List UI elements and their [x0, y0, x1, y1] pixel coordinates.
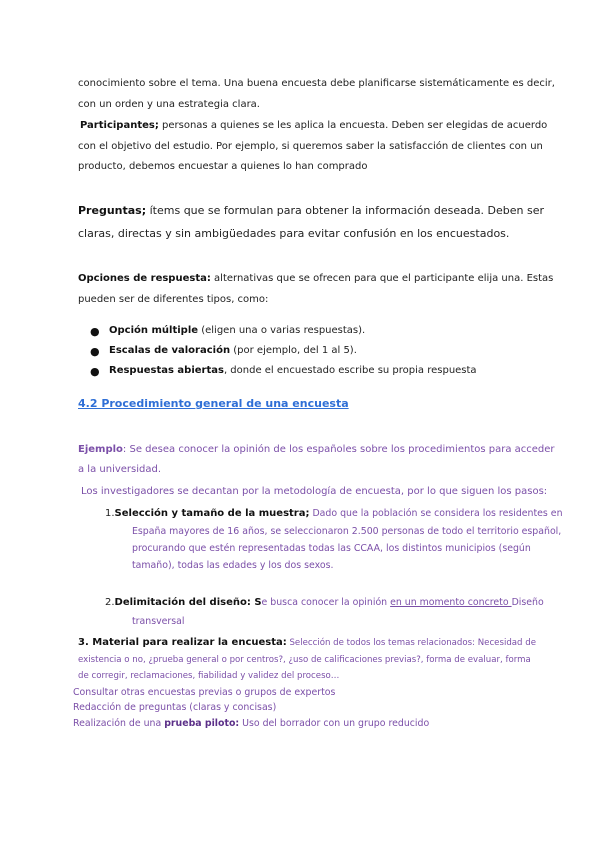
tail-line: Consultar otras encuestas previas o grupos de expertos: [73, 687, 336, 698]
participantes-line: producto, debemos encuestar a quienes lo han comprado: [78, 161, 368, 172]
step1-line: tamaño), todas las edades y los dos sexos.: [132, 560, 334, 571]
list-item: Opción múltiple (eligen una o varias respuestas).: [109, 325, 366, 336]
preguntas-line: claras, directas y sin ambigüedades para evitar confusión en los encuestados.: [78, 227, 510, 240]
list-item: Escalas de valoración (por ejemplo, del 1 al 5).: [109, 345, 357, 356]
preguntas-line: Preguntas; ítems que se formulan para obtener la información deseada. Deben ser: [78, 204, 545, 217]
step2-line: transversal: [132, 616, 185, 627]
step1-line: procurando que estén representadas todas las CCAA, los distintos municipios (según: [132, 543, 531, 554]
bullet-icon: ●: [90, 325, 100, 338]
tail-line: Realización de una prueba piloto: Uso del borrador con un grupo reducido: [73, 718, 430, 729]
ejemplo-label: Ejemplo: [78, 444, 123, 455]
preguntas-label: Preguntas;: [78, 204, 147, 217]
bullet-icon: ●: [90, 365, 100, 378]
participantes-line: Participantes; personas a quienes se les aplica la encuesta. Deben ser elegidas de acuerdo: [80, 120, 548, 131]
step1-line: 1.Selección y tamaño de la muestra; Dado que la población se considera los residentes en: [105, 508, 563, 519]
bullet-icon: ●: [90, 345, 100, 358]
paragraph-line: conocimiento sobre el tema. Una buena encuesta debe planificarse sistemáticamente es decir,: [78, 78, 555, 89]
opciones-label: Opciones de respuesta:: [78, 273, 211, 284]
step1-label: Selección y tamaño de la muestra;: [114, 508, 310, 519]
step3-line: 3. Material para realizar la encuesta: Selección de todos los temas relacionados: Necesidad de: [78, 637, 536, 648]
step3-line: existencia o no, ¿prueba general o por centros?, ¿uso de calificaciones previas?, forma de evaluar, forma: [78, 655, 531, 665]
paragraph-line: con un orden y una estrategia clara.: [78, 99, 260, 110]
step3-line: de corregir, reclamaciones, fiabilidad y validez del proceso…: [78, 671, 340, 681]
participantes-label: Participantes;: [80, 120, 159, 131]
step2-line: 2.Delimitación del diseño: Se busca conocer la opinión en un momento concreto Diseño: [105, 597, 544, 608]
step3-label: 3. Material para realizar la encuesta:: [78, 637, 287, 648]
list-item: Respuestas abiertas, donde el encuestado escribe su propia respuesta: [109, 365, 477, 376]
section-heading[interactable]: 4.2 Procedimiento general de una encuesta: [78, 397, 349, 410]
participantes-line: con el objetivo del estudio. Por ejemplo, si queremos saber la satisfacción de clientes con un: [78, 141, 543, 152]
ejemplo-line: a la universidad.: [78, 464, 162, 475]
tail-line: Redacción de preguntas (claras y concisas): [73, 702, 277, 713]
opciones-line: Opciones de respuesta: alternativas que se ofrecen para que el participante elija una. Estas: [78, 273, 554, 284]
ejemplo-line: Ejemplo: Se desea conocer la opinión de los españoles sobre los procedimientos para acceder: [78, 444, 555, 455]
opciones-line: pueden ser de diferentes tipos, como:: [78, 294, 269, 305]
step1-line: España mayores de 16 años, se seleccionaron 2.500 personas de todo el territorio español,: [132, 526, 562, 537]
step2-label: Delimitación del diseño:: [114, 597, 251, 608]
ejemplo-line: Los investigadores se decantan por la metodología de encuesta, por lo que siguen los pasos:: [81, 486, 548, 497]
